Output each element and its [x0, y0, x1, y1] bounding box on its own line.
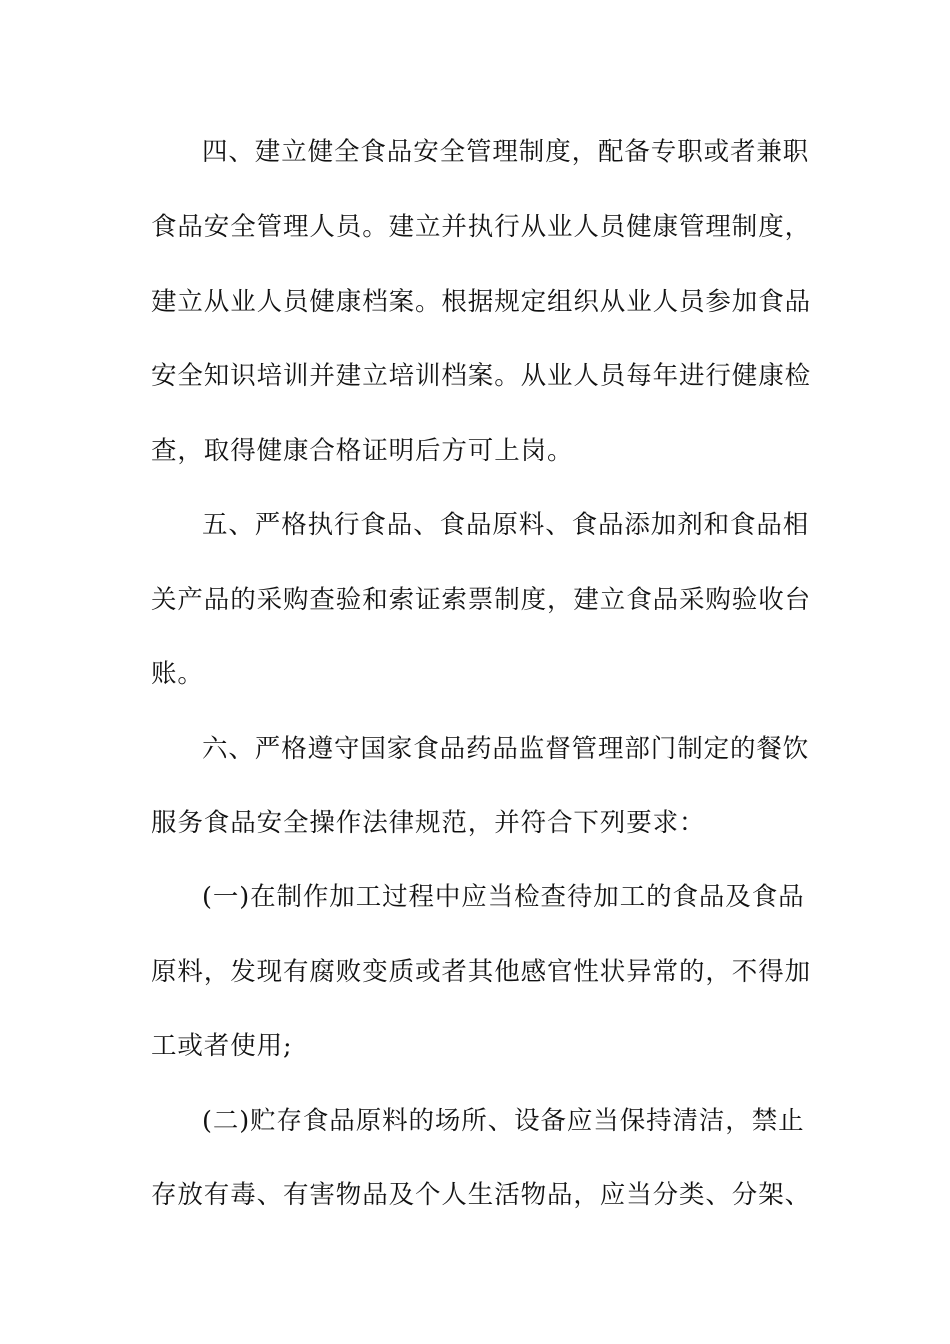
item-2-line-2: 存放有毒、有害物品及个人生活物品，应当分类、分架、: [151, 1180, 812, 1210]
paragraph-6-line-1: 六、严格遵守国家食品药品监督管理部门制定的餐饮: [202, 734, 810, 764]
paragraph-6-line-2: 服务食品安全操作法律规范，并符合下列要求：: [151, 808, 706, 838]
paragraph-4-line-4: 安全知识培训并建立培训档案。从业人员每年进行健康检: [151, 361, 812, 391]
item-1-line-2: 原料，发现有腐败变质或者其他感官性状异常的，不得加: [151, 957, 812, 987]
paragraph-4-line-5: 查，取得健康合格证明后方可上岗。: [151, 436, 574, 466]
paragraph-4-line-3: 建立从业人员健康档案。根据规定组织从业人员参加食品: [151, 287, 812, 317]
item-1-line-3: 工或者使用;: [151, 1031, 293, 1061]
paragraph-5-line-2: 关产品的采购查验和索证索票制度，建立食品采购验收台: [151, 585, 812, 615]
paragraph-5-line-3: 账。: [151, 659, 204, 689]
paragraph-4-line-2: 食品安全管理人员。建立并执行从业人员健康管理制度，: [151, 212, 812, 242]
paragraph-4-line-1: 四、建立健全食品安全管理制度，配备专职或者兼职: [202, 137, 810, 167]
item-1-line-1: (一)在制作加工过程中应当检查待加工的食品及食品: [202, 882, 805, 912]
paragraph-5-line-1: 五、严格执行食品、食品原料、食品添加剂和食品相: [202, 510, 810, 540]
item-2-line-1: (二)贮存食品原料的场所、设备应当保持清洁，禁止: [202, 1106, 805, 1136]
